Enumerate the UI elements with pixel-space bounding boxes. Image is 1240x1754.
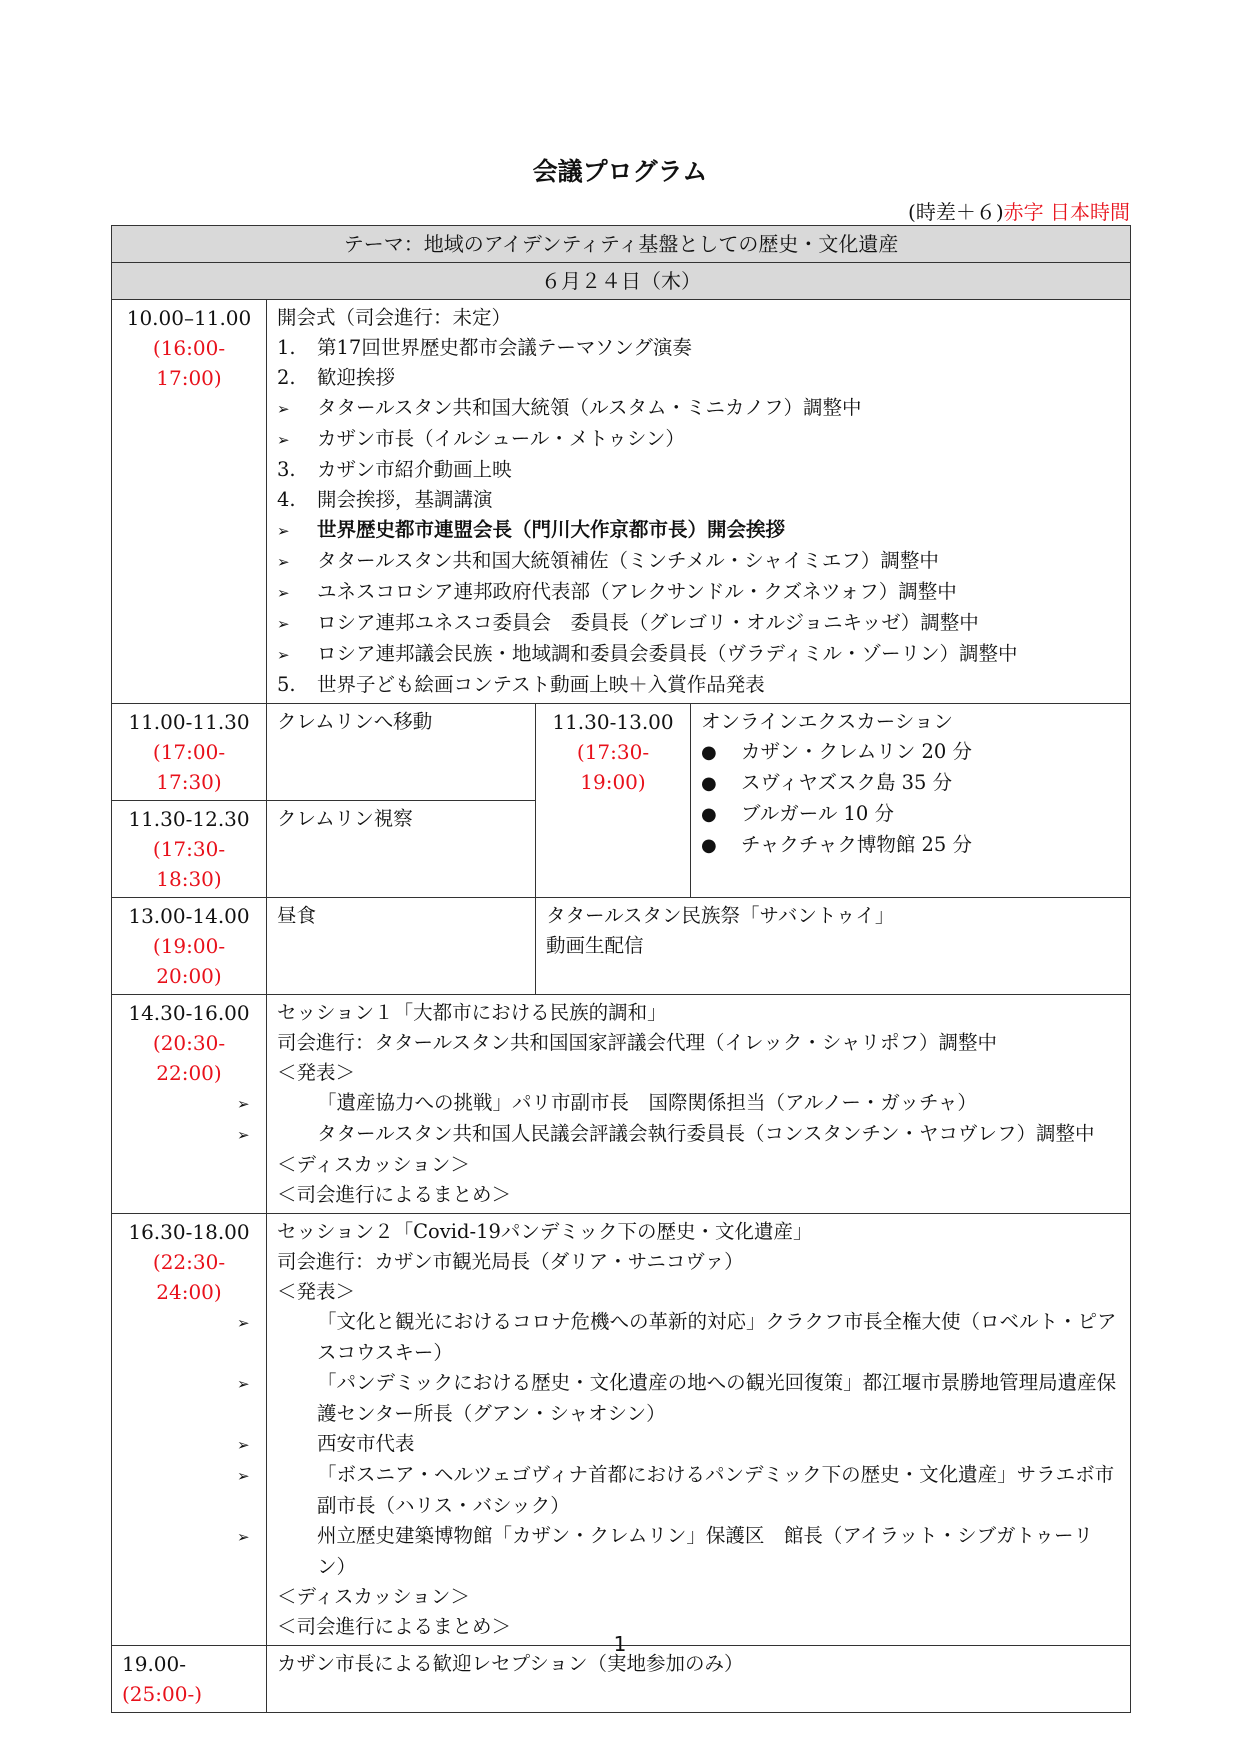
kremlin-move-time-cell — [112, 704, 267, 801]
opening-row — [112, 300, 1131, 704]
session1-title: セッション１「大都市における民族的調和」 — [277, 1001, 667, 1024]
online-item-3: ● ブルガール 10 分 — [701, 802, 895, 825]
opening-item-4: ➢ カザン市長（イルシュール・メトゥシン） — [277, 427, 685, 450]
online-item-4: ● チャクチャク博物館 25 分 — [701, 833, 973, 856]
session2-item-4: ➢ 「ボスニア・ヘルツェゴヴィナ首都におけるパンデミック下の歴史・文化遺産」サラエボ市副市長（ハリス・バシック） — [237, 1463, 1115, 1517]
session2-present-label: ＜発表＞ — [277, 1280, 356, 1303]
program-table — [111, 225, 1131, 1713]
opening-item-12: 5. 世界子ども絵画コンテスト動画上映＋入賞作品発表 — [277, 673, 765, 696]
opening-item-6: 4. 開会挨拶，基調講演 — [277, 488, 493, 511]
theme-header: テーマ：地域のアイデンティティ基盤としての歴史・文化遺産 — [112, 226, 1131, 263]
theme-row — [112, 226, 1131, 263]
sabantuy-line1: タタールスタン民族祭「サバントゥイ」 — [546, 904, 895, 927]
kremlin-move-time-jp: (17:00-17:30) — [152, 740, 226, 794]
opening-content — [267, 300, 1131, 704]
online-item-1: ● カザン・クレムリン 20 分 — [701, 740, 973, 763]
kremlin-visit-time-cell — [112, 801, 267, 898]
opening-item-1: 1. 第17回世界歴史都市会議テーマソング演奏 — [277, 336, 692, 359]
session2-row — [112, 1214, 1131, 1646]
timezone-note — [908, 196, 1130, 225]
kremlin-move-row — [112, 704, 1131, 801]
session1-summary: ＜司会進行によるまとめ＞ — [277, 1183, 512, 1206]
session1-time: 14.30-16.00 — [128, 1001, 250, 1025]
reception-time-jp: (25:00-) — [122, 1682, 202, 1706]
opening-item-5: 3. カザン市紹介動画上映 — [277, 458, 512, 481]
online-time: 11.30-13.00 — [552, 710, 674, 734]
reception-time: 19.00- — [122, 1652, 187, 1676]
date-row — [112, 263, 1131, 300]
online-content — [691, 704, 1131, 898]
date-header: ６月２４日（木） — [112, 263, 1131, 300]
session2-time: 16.30-18.00 — [128, 1220, 250, 1244]
session2-item-2: ➢ 「パンデミックにおける歴史・文化遺産の地への観光回復策」都江堰市景勝地管理局遺産保護センター所長（グアン・シャオシン） — [237, 1371, 1117, 1425]
session1-discussion: ＜ディスカッション＞ — [277, 1153, 470, 1176]
kremlin-move-time: 11.00-11.30 — [128, 710, 250, 734]
session2-summary: ＜司会進行によるまとめ＞ — [277, 1615, 512, 1638]
session2-moderator: 司会進行：カザン市観光局長（ダリア・サニコヴァ） — [277, 1250, 744, 1273]
session1-item-1: ➢ 「遺産協力への挑戦」パリ市副市長 国際関係担当（アルノー・ガッチャ） — [237, 1091, 977, 1114]
lunch-text: 昼食 — [267, 898, 536, 995]
session2-title: セッション２「Covid-19パンデミック下の歴史・文化遺産」 — [277, 1220, 813, 1243]
reception-text: カザン市長による歓迎レセプション（実地参加のみ） — [267, 1646, 1131, 1713]
lunch-time-jp: (19:00-20:00) — [152, 934, 226, 988]
opening-item-9: ➢ ユネスコロシア連邦政府代表部（アレクサンドル・クズネツォフ）調整中 — [277, 580, 957, 603]
opening-time: 10.00–11.00 — [126, 306, 252, 330]
opening-heading: 開会式（司会進行：未定） — [277, 306, 512, 329]
session1-time-jp: (20:30-22:00) — [152, 1031, 226, 1085]
kremlin-visit-time: 11.30-12.30 — [128, 807, 250, 831]
page-number: 1 — [613, 1632, 627, 1656]
opening-item-2: 2. 歓迎挨拶 — [277, 366, 396, 389]
opening-item-11: ➢ ロシア連邦議会民族・地域調和委員会委員長（ヴラディミル・ゾーリン）調整中 — [277, 642, 1018, 665]
kremlin-visit-text: クレムリン視察 — [267, 801, 536, 898]
sabantuy-line2: 動画生配信 — [546, 934, 644, 957]
kremlin-visit-time-jp: (17:30-18:30) — [152, 837, 226, 891]
lunch-time: 13.00-14.00 — [128, 904, 250, 928]
timezone-red-legend: 赤字 日本時間 — [1003, 200, 1130, 224]
kremlin-move-text: クレムリンへ移動 — [267, 704, 536, 801]
online-time-jp: (17:30-19:00) — [576, 740, 650, 794]
opening-item-7: ➢ 世界歴史都市連盟会長（門川大作京都市長）開会挨拶 — [277, 518, 786, 541]
session1-row — [112, 995, 1131, 1214]
session2-item-1: ➢ 「文化と観光におけるコロナ危機への革新的対応」クラクフ市長全権大使（ロベルト・ピアスコウスキー） — [237, 1310, 1117, 1364]
session1-present-label: ＜発表＞ — [277, 1061, 356, 1084]
opening-item-8: ➢ タタールスタン共和国大統領補佐（ミンチメル・シャイミエフ）調整中 — [277, 549, 939, 572]
opening-time-cell — [112, 300, 267, 704]
session1-moderator: 司会進行：タタールスタン共和国国家評議会代理（イレック・シャリポフ）調整中 — [277, 1031, 997, 1054]
session2-item-5: ➢ 州立歴史建築博物館「カザン・クレムリン」保護区 館長（アイラット・シブガトゥーリン） — [237, 1524, 1094, 1578]
sabantuy-cell — [536, 898, 1131, 995]
session2-time-jp: (22:30-24:00) — [152, 1250, 226, 1304]
session2-item-3: ➢ 西安市代表 — [237, 1432, 415, 1455]
timezone-offset: (時差＋６) — [908, 200, 1004, 224]
opening-item-3: ➢ タタールスタン共和国大統領（ルスタム・ミニカノフ）調整中 — [277, 396, 862, 419]
session1-item-2: ➢ タタールスタン共和国人民議会評議会執行委員長（コンスタンチン・ヤコヴレフ）調整中 — [237, 1122, 1095, 1145]
online-heading: オンラインエクスカーション — [701, 710, 953, 733]
session2-content — [237, 1214, 1131, 1646]
session1-content — [237, 995, 1131, 1214]
opening-time-jp: (16:00-17:00) — [152, 336, 226, 390]
lunch-time-cell — [112, 898, 267, 995]
online-time-cell — [536, 704, 691, 898]
session2-discussion: ＜ディスカッション＞ — [277, 1585, 470, 1608]
page-title: 会議プログラム — [532, 157, 708, 186]
opening-item-10: ➢ ロシア連邦ユネスコ委員会 委員長（グレゴリ・オルジョニキッゼ）調整中 — [277, 611, 979, 634]
lunch-row — [112, 898, 1131, 995]
online-item-2: ● スヴィヤズスク島 35 分 — [701, 771, 953, 794]
